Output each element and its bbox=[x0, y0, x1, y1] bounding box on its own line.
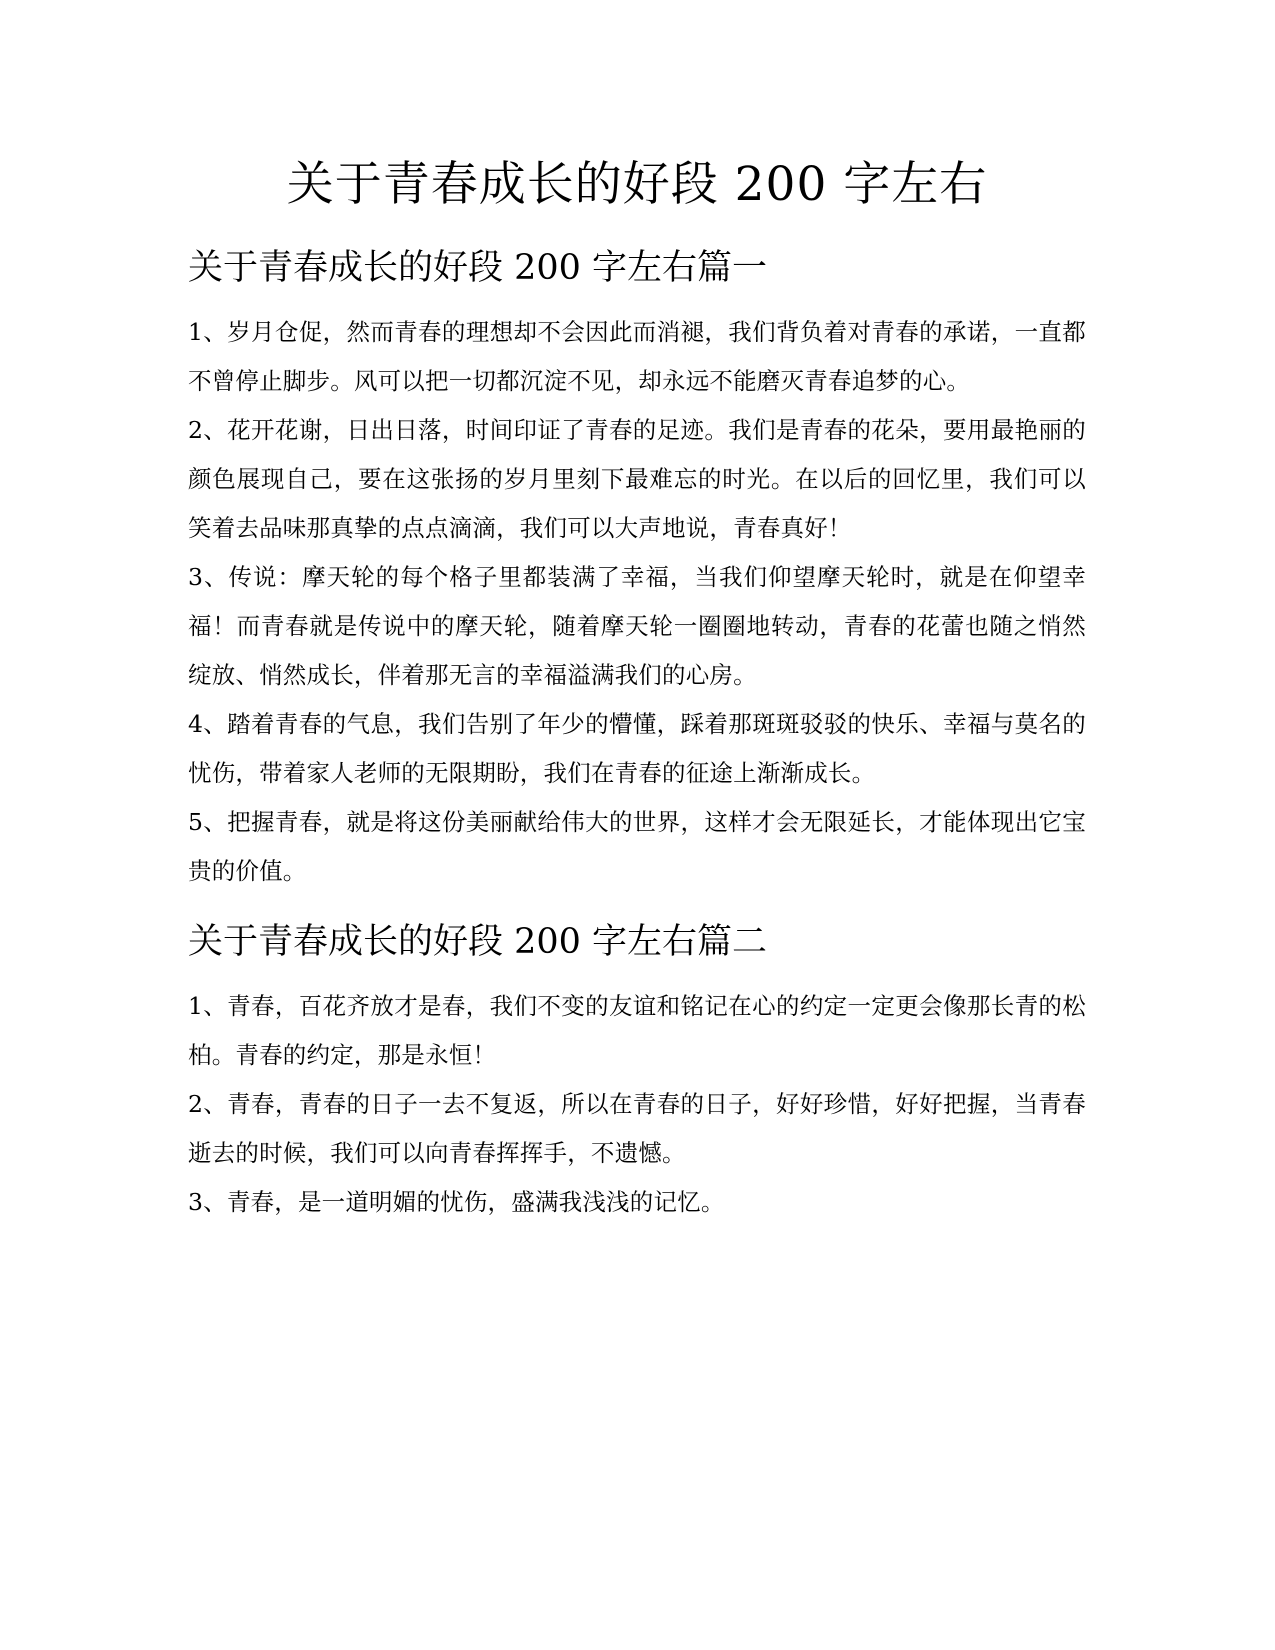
section-heading: 关于青春成长的好段 200 字左右篇一 bbox=[188, 248, 768, 288]
paragraph: 1、岁月仓促，然而青春的理想却不会因此而消褪，我们背负着对青春的承诺，一直都不曾停止脚步。风可以把一切都沉淀不见，却永远不能磨灭青春追梦的心。 bbox=[188, 318, 1086, 395]
section-heading: 关于青春成长的好段 200 字左右篇二 bbox=[188, 922, 768, 962]
section-2 bbox=[188, 912, 1086, 1227]
document-title: 关于青春成长的好段 200 字左右 bbox=[286, 157, 988, 212]
paragraph: 1、青春，百花齐放才是春，我们不变的友谊和铭记在心的约定一定更会像那长青的松柏。青春的约定，那是永恒！ bbox=[188, 992, 1086, 1069]
paragraph: 5、把握青春，就是将这份美丽献给伟大的世界，这样才会无限延长，才能体现出它宝贵的价值。 bbox=[188, 808, 1086, 885]
paragraph: 3、青春，是一道明媚的忧伤，盛满我浅浅的记忆。 bbox=[188, 1188, 725, 1216]
paragraph: 2、花开花谢，日出日落，时间印证了青春的足迹。我们是青春的花朵，要用最艳丽的颜色展现自己，要在这张扬的岁月里刻下最难忘的时光。在以后的回忆里，我们可以笑着去品味那真挚的点点滴滴，我们可以大声地说，青春真好！ bbox=[188, 416, 1086, 542]
document-body bbox=[188, 148, 1086, 1227]
paragraph: 2、青春，青春的日子一去不复返，所以在青春的日子，好好珍惜，好好把握，当青春逝去的时候，我们可以向青春挥挥手，不遗憾。 bbox=[188, 1090, 1086, 1167]
section-1 bbox=[188, 238, 1086, 896]
paragraph: 4、踏着青春的气息，我们告别了年少的懵懂，踩着那斑斑驳驳的快乐、幸福与莫名的忧伤，带着家人老师的无限期盼，我们在青春的征途上渐渐成长。 bbox=[188, 710, 1086, 787]
paragraph: 3、传说：摩天轮的每个格子里都装满了幸福，当我们仰望摩天轮时，就是在仰望幸福！而青春就是传说中的摩天轮，随着摩天轮一圈圈地转动，青春的花蕾也随之悄然绽放、悄然成长，伴着那无言的幸福溢满我们的心房。 bbox=[188, 563, 1086, 689]
